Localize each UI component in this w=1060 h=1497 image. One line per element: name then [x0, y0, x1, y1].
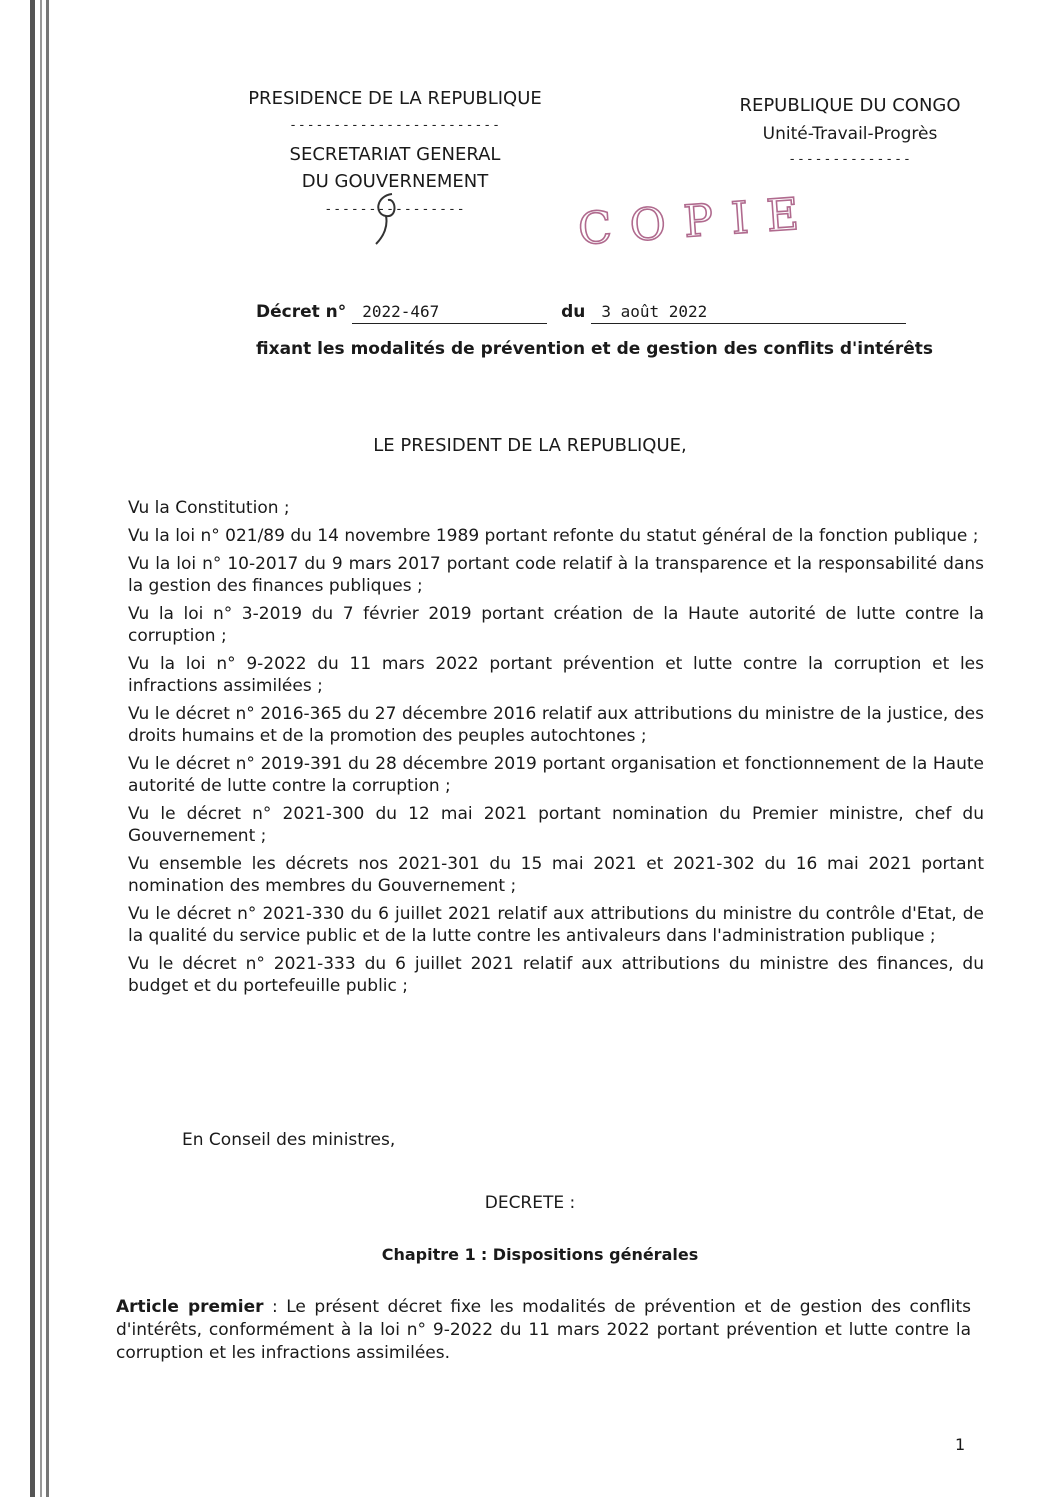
considerant: Vu le décret n° 2021-330 du 6 juillet 2021 relatif aux attributions du ministre du contrôle d'Etat, de la qualité du service public et de la lutte contre les antivaleurs dans l'administration publique ; — [128, 904, 984, 946]
president-heading: LE PRESIDENT DE LA REPUBLIQUE, — [373, 435, 687, 456]
considerant: Vu le décret n° 2019-391 du 28 décembre 2019 portant organisation et fonctionnement de la Haute autorité de lutte contre la corruption ; — [128, 754, 984, 796]
header-secretariat: SECRETARIAT GENERAL — [289, 144, 501, 165]
header-republique: REPUBLIQUE DU CONGO — [739, 95, 961, 116]
chapter-label: Chapitre 1 — [381, 1245, 476, 1264]
decree-number: 2022-467 — [352, 302, 547, 324]
header-gouvernement: DU GOUVERNEMENT — [301, 171, 489, 192]
scan-edge-bar — [40, 0, 42, 1497]
considerants-list — [128, 497, 984, 1003]
decree-subject: fixant les modalités de prévention et de gestion des conflits d'intérêts — [256, 339, 933, 359]
header-presidence: PRESIDENCE DE LA REPUBLIQUE — [248, 88, 542, 109]
considerant: Vu le décret n° 2021-300 du 12 mai 2021 portant nomination du Premier ministre, chef du Gouvernement ; — [128, 804, 984, 846]
article-label: Article premier — [116, 1297, 264, 1317]
header-separator: ------------------------ — [289, 118, 501, 133]
decrete-heading: DECRETE : — [484, 1193, 576, 1213]
chapter-heading — [300, 1245, 780, 1264]
considerant: Vu le décret n° 2016-365 du 27 décembre 2016 relatif aux attributions du ministre de la justice, des droits humains et de la promotion des peuples autochtones ; — [128, 704, 984, 746]
chapter-title: : Dispositions générales — [480, 1245, 699, 1264]
copie-stamp: COPIE — [576, 187, 819, 256]
considerant: Vu ensemble les décrets nos 2021-301 du 15 mai 2021 et 2021-302 du 16 mai 2021 portant nomination des membres du Gouvernement ; — [128, 854, 984, 896]
considerant: Vu la loi n° 021/89 du 14 novembre 1989 portant refonte du statut général de la fonction publique ; — [128, 526, 979, 546]
conseil-line: En Conseil des ministres, — [182, 1130, 396, 1150]
decree-date-label: du — [561, 302, 586, 322]
article-premier — [116, 1296, 971, 1365]
header-separator: -------------- — [788, 152, 912, 167]
considerant: Vu la loi n° 9-2022 du 11 mars 2022 portant prévention et lutte contre la corruption et les infractions assimilées ; — [128, 654, 984, 696]
article-text: : Le présent décret fixe les modalités de prévention et de gestion des conflits d'intérêts, conformément à la loi n° 9-2022 du 11 mars 2022 portant prévention et lutte contre la corruption et les infractions assimilées. — [116, 1297, 971, 1363]
page-number: 1 — [955, 1435, 966, 1454]
considerant: Vu la Constitution ; — [128, 498, 290, 518]
considerant: Vu le décret n° 2021-333 du 6 juillet 2021 relatif aux attributions du ministre des finances, du budget et du portefeuille public ; — [128, 954, 984, 996]
scan-edge-bar — [30, 0, 35, 1497]
decree-date: 3 août 2022 — [591, 302, 906, 324]
decree-label: Décret n° — [256, 302, 347, 322]
scan-edge-bar — [46, 0, 49, 1497]
considerant: Vu la loi n° 3-2019 du 7 février 2019 portant création de la Haute autorité de lutte contre la corruption ; — [128, 604, 984, 646]
header-devise: Unité-Travail-Progrès — [762, 124, 938, 144]
decree-line — [256, 302, 906, 324]
header-separator: ---------------- — [324, 202, 466, 217]
signature-mark — [362, 188, 412, 248]
considerant: Vu la loi n° 10-2017 du 9 mars 2017 portant code relatif à la transparence et la responsabilité dans la gestion des finances publiques ; — [128, 554, 984, 596]
